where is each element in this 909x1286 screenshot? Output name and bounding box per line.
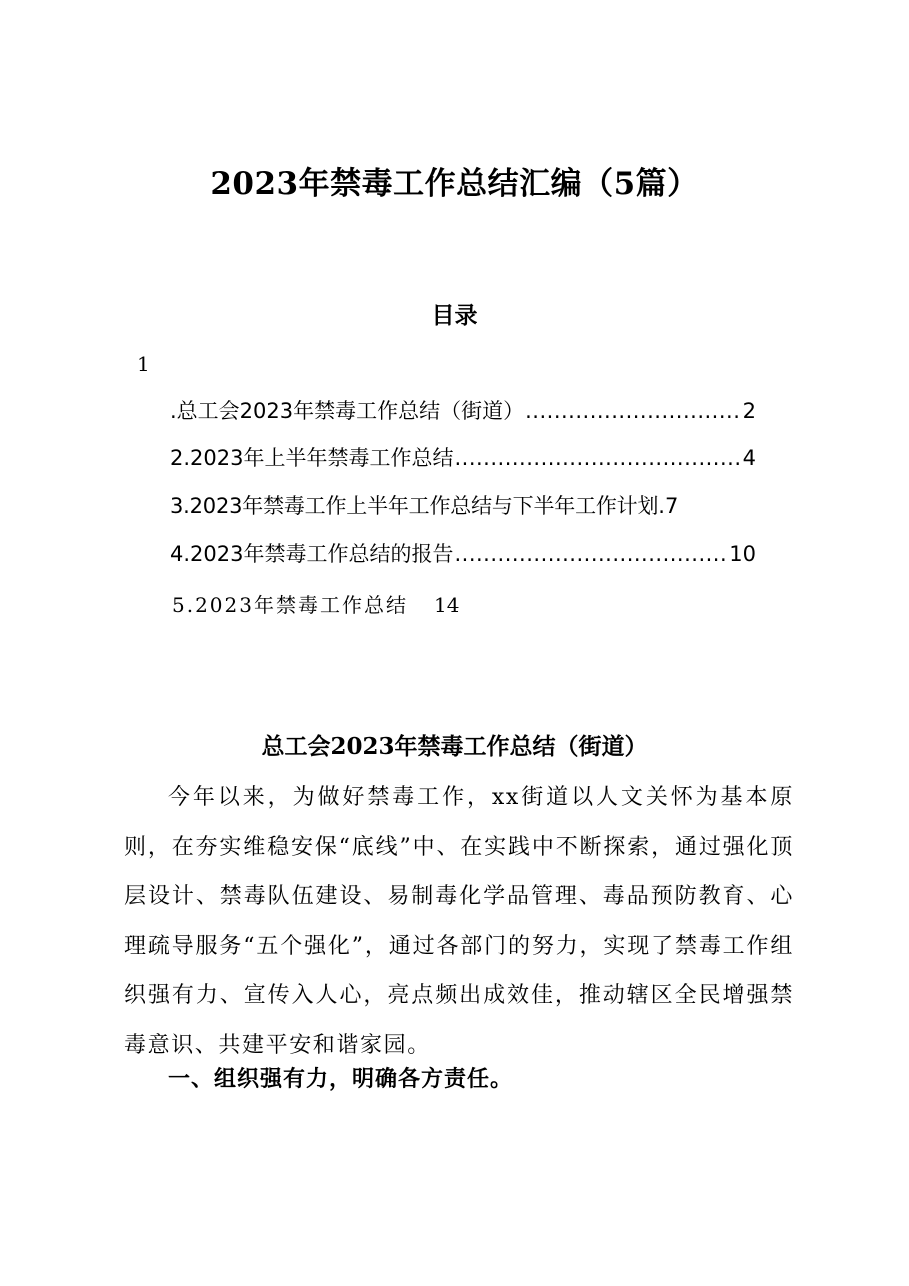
toc-dot-leader (454, 446, 741, 473)
article-title: 总工会2023年禁毒工作总结（街道） (261, 733, 648, 760)
toc-heading: 目录 (431, 302, 478, 329)
toc-entry-page: 2 (742, 399, 756, 423)
toc-leading-number: 1 (137, 352, 150, 376)
section-heading: 一、组织强有力，明确各方责任。 (168, 1067, 514, 1092)
toc-entry[interactable] (170, 395, 756, 426)
toc-entry-text: 2.2023年上半年禁毒工作总结 (170, 446, 454, 470)
document-title: 2023年禁毒工作总结汇编（5篇） (210, 166, 699, 202)
toc-entry[interactable] (172, 589, 459, 618)
toc-dot-leader (454, 542, 728, 569)
toc-entry-page: 10 (729, 542, 756, 566)
toc-entry-text: 4.2023年禁毒工作总结的报告 (170, 542, 454, 566)
toc-entry[interactable] (170, 442, 756, 473)
toc-entry[interactable] (170, 490, 756, 520)
toc-entry-text: .总工会2023年禁毒工作总结（街道） (170, 399, 525, 423)
toc-entry-page: 4 (742, 446, 756, 470)
toc-entry-page: .7 (658, 494, 679, 518)
toc-dot-leader (525, 399, 742, 426)
body-paragraph: 今年以来，为做好禁毒工作，xx街道以人文关怀为基本原则，在夯实维稳安保“底线”中、在实践中不断探索，通过强化顶层设计、禁毒队伍建设、易制毒化学品管理、毒品预防教育、心理疏导服务“五个强化”，通过各部门的努力，实现了禁毒工作组织强有力、宣传入人心，亮点频出成效佳，推动辖区全民增强禁毒意识、共建平安和谐家园。 (124, 785, 794, 1058)
toc-entry[interactable] (170, 538, 756, 569)
toc-entry-text: 3.2023年禁毒工作上半年工作总结与下半年工作计划 (170, 494, 659, 518)
toc-entry-text: 5.2023年禁毒工作总结 (172, 593, 408, 617)
toc-entry-page: 14 (433, 593, 460, 617)
